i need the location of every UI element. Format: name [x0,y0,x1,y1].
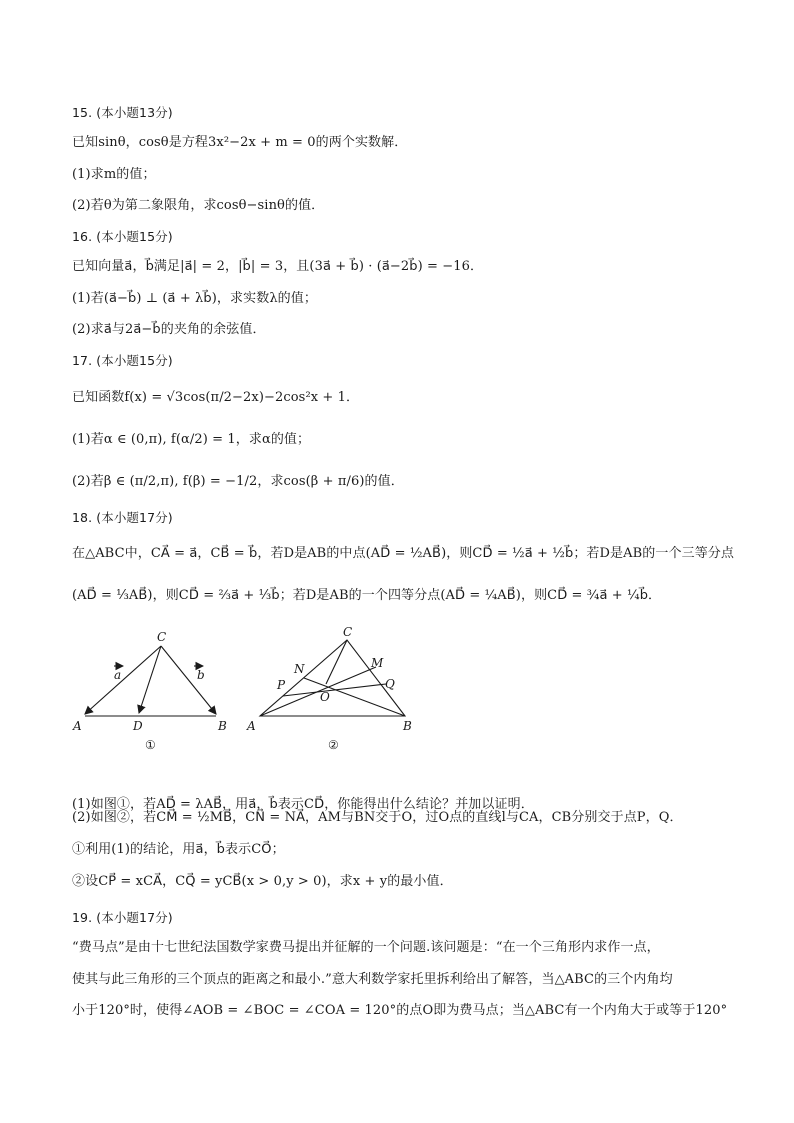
label-m: M [371,656,384,670]
problem-line: 已知向量a⃗，b⃗满足|a⃗| = 2，|b⃗| = 3，且(3a⃗ + b⃗) · (a⃗−2b⃗) = −16． [72,259,484,274]
figure-2-caption: ② [328,738,339,752]
label-o: O [320,690,330,704]
figure-1-caption: ① [145,738,156,752]
problem-line: 在△ABC中，CA⃗ = a⃗，CB⃗ = b⃗，若D是AB的中点(AD⃗ = ½AB⃗)，则CD⃗ = ½a⃗ + ½b⃗；若D是AB的一个三等分点 [72,546,734,561]
label-c2: C [343,625,353,639]
label-b: B [218,719,227,733]
problem-line: (AD⃗ = ⅓AB⃗)，则CD⃗ = ⅔a⃗ + ⅓b⃗；若D是AB的一个四等分点(AD⃗ = ¼AB⃗)，则CD⃗ = ¾a⃗ + ¼b⃗． [72,588,662,603]
label-d: D [133,719,143,733]
figure-2-labels [246,625,412,752]
problem-line: 使其与此三角形的三个顶点的距离之和最小.”意大利数学家托里拆利给出了解答，当△ABC的三个内角均 [72,972,673,987]
label-a: A [73,719,82,733]
problem-heading: 19. (本小题17分) [72,910,173,925]
label-q: Q [385,677,395,691]
problem-line: (1)若(a⃗−b⃗) ⊥ (a⃗ + λb⃗)，求实数λ的值； [72,291,317,306]
problem-line: (1)如图①，若AD⃗ = λAB⃗，用a⃗，b⃗表示CD⃗，你能得出什么结论？并加以证明． [72,797,534,812]
figure-1-labels [72,630,227,752]
problem-line: (2)如图②，若CM⃗ = ½MB⃗，CN⃗ = NA⃗，AM与BN交于O，过O点的直线l与CA，CB分别交于点P，Q． [72,810,683,825]
problem-line: (1)求m的值； [72,167,156,182]
problem-line: (2)求a⃗与2a⃗−b⃗的夹角的余弦值． [72,322,266,337]
problem-line: (2)若β ∈ (π/2,π), f(β) = −1/2，求cos(β + π/6)的值． [72,474,404,489]
problem-line: ①利用(1)的结论，用a⃗，b⃗表示CO⃗； [72,842,285,857]
label-b2: B [403,719,412,733]
problem-line: 已知函数f(x) = √3cos(π/2−2x)−2cos²x + 1． [72,390,360,405]
problem-heading: 17. (本小题15分) [72,353,173,368]
label-c: C [157,630,167,644]
problem-line: ②设CP⃗ = xCA⃗，CQ⃗ = yCB⃗(x > 0,y > 0)，求x + y的最小值． [72,874,453,889]
problem-line: 小于120°时，使得∠AOB = ∠BOC = ∠COA = 120°的点O即为费马点；当△ABC有一个内角大于或等于120° [72,1003,728,1018]
problem-line: (1)若α ∈ (0,π), f(α/2) = 1，求α的值； [72,432,311,447]
triangle-figures [70,622,430,757]
label-vector-b: b [197,668,205,682]
problem-heading: 18. (本小题17分) [72,510,173,525]
problem-heading: 16. (本小题15分) [72,229,173,244]
problem-line: 已知sinθ，cosθ是方程3x²−2x + m = 0的两个实数解． [72,135,408,150]
label-p: P [277,678,286,692]
label-vector-a: a [114,668,122,682]
problem-heading: 15. (本小题13分) [72,105,173,120]
label-n: N [294,662,305,676]
problem-line: (2)若θ为第二象限角，求cosθ−sinθ的值． [72,198,325,213]
label-a2: A [247,719,256,733]
problem-line: “费马点”是由十七世纪法国数学家费马提出并征解的一个问题.该问题是：“在一个三角形内求作一点， [72,940,660,955]
